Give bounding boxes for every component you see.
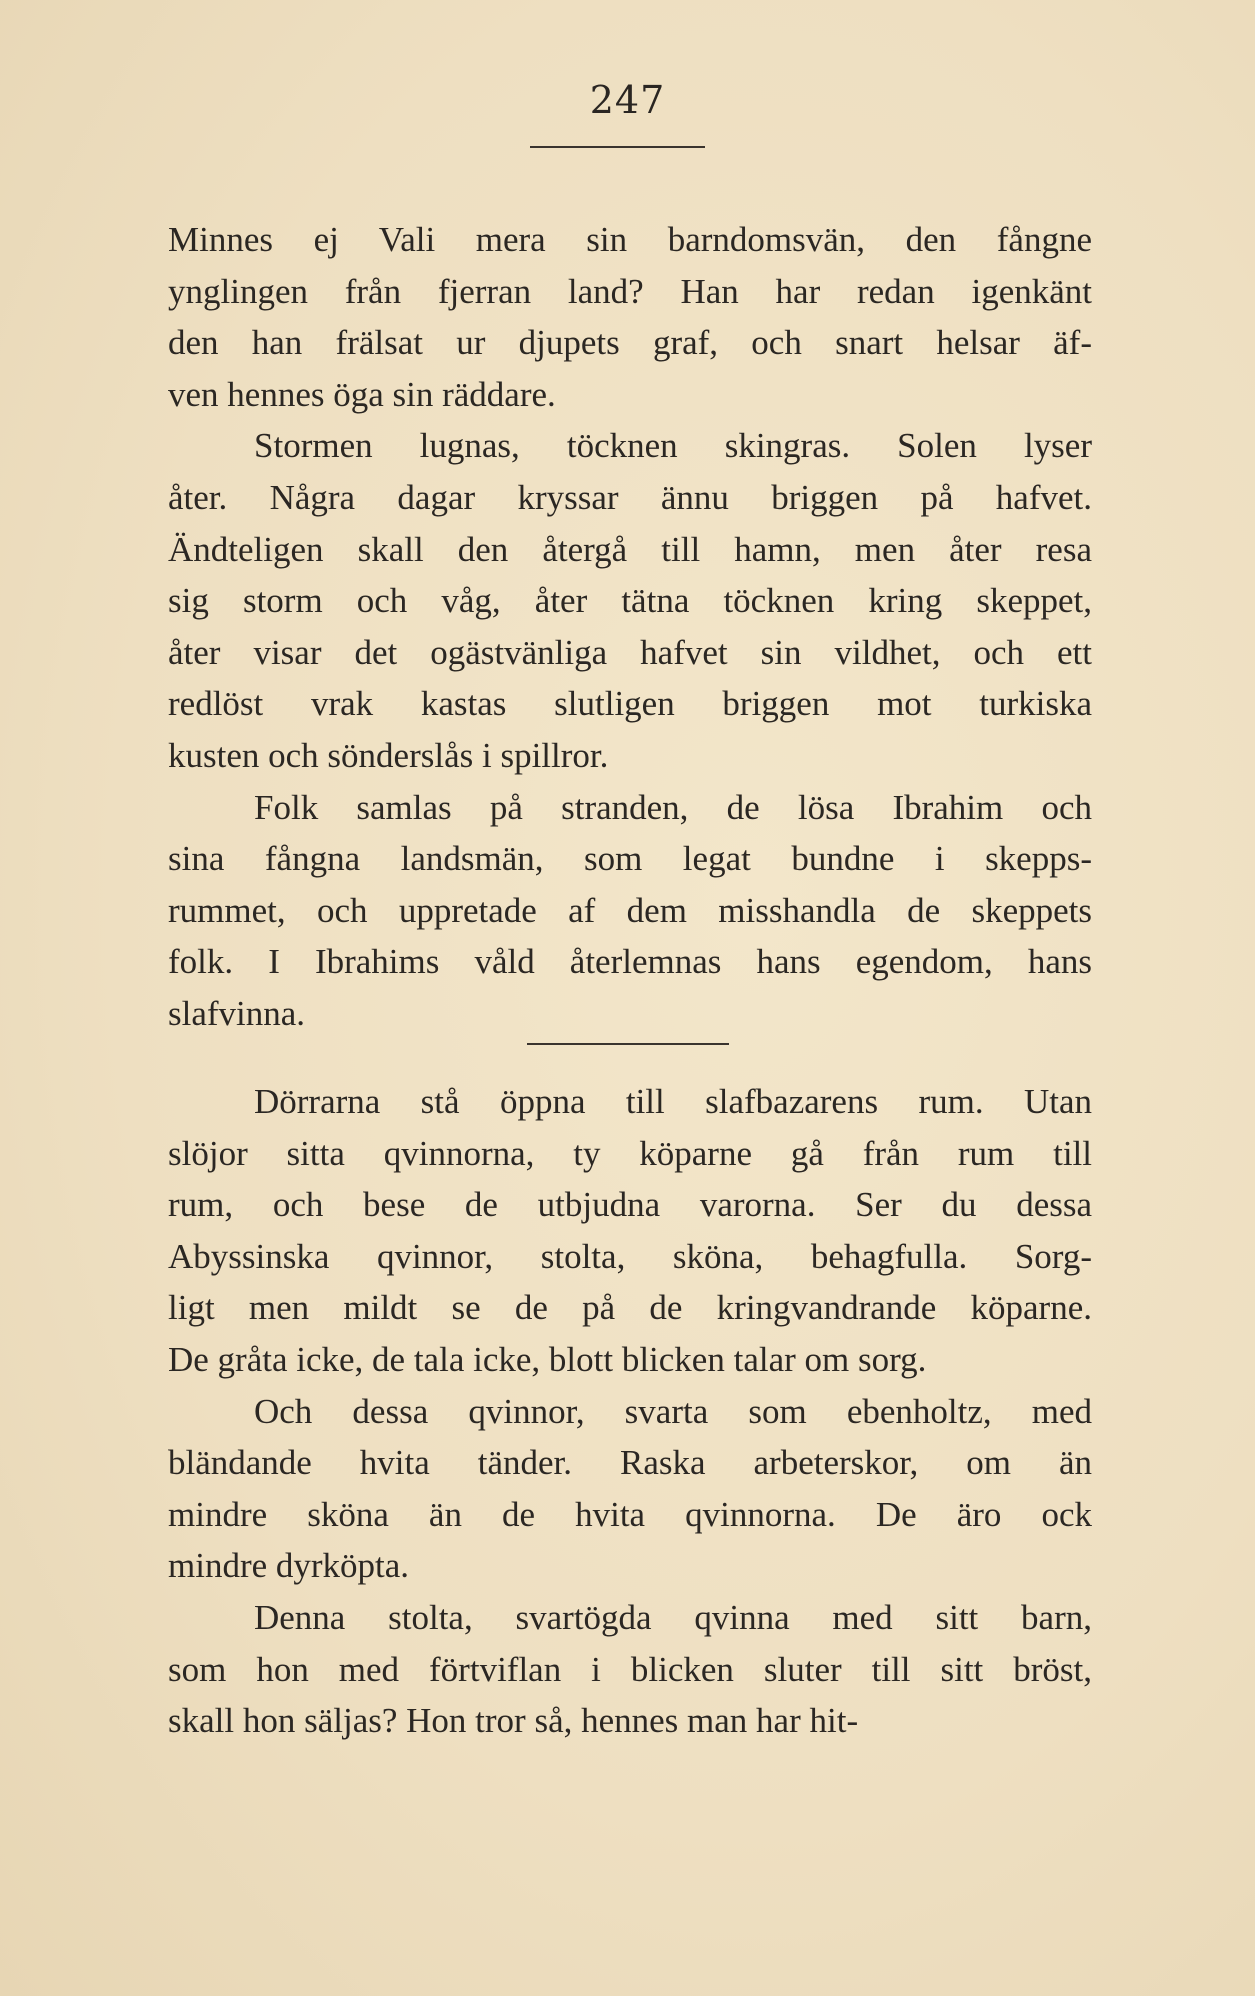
text-line: slafvinna. (168, 993, 306, 1033)
text-line: Dörrarna stå öppna till slafbazarens rum. Utan (254, 1082, 1092, 1121)
text-line: kusten och sönderslås i spillror. (168, 735, 609, 775)
text-line: skall hon säljas? Hon tror så, hennes man har hit- (168, 1701, 859, 1741)
text-line: Och dessa qvinnor, svarta som ebenholtz, med (254, 1391, 1092, 1431)
text-line: som hon med förtviflan i blicken sluter till sitt bröst, (168, 1649, 1092, 1689)
text-section-1 (168, 214, 1092, 1040)
header-rule (530, 146, 705, 148)
text-line: åter. Några dagar kryssar ännu briggen på hafvet. (168, 477, 1092, 517)
text-line: mindre dyrköpta. (168, 1546, 410, 1586)
page-number: 247 (589, 78, 666, 122)
text-line: Folk samlas på stranden, de lösa Ibrahim och (254, 787, 1092, 827)
text-line: rummet, och uppretade af dem misshandla de skeppets (168, 890, 1092, 930)
text-line: mindre sköna än de hvita qvinnorna. De äro ock (168, 1494, 1092, 1534)
text-line: Stormen lugnas, töcknen skingras. Solen lyser (254, 426, 1092, 466)
text-line: Ändteligen skall den återgå till hamn, men åter resa (168, 529, 1092, 569)
text-line: sig storm och våg, åter tätna töcknen kring skeppet, (168, 581, 1092, 621)
text-line: den han frälsat ur djupets graf, och snart helsar äf- (168, 323, 1092, 363)
text-line: rum, och bese de utbjudna varorna. Ser du dessa (168, 1185, 1092, 1225)
text-line: slöjor sitta qvinnorna, ty köparne gå från rum till (168, 1133, 1092, 1173)
text-line: De gråta icke, de tala icke, blott blicken talar om sorg. (168, 1339, 927, 1379)
text-line: ynglingen från fjerran land? Han har redan igenkänt (168, 271, 1092, 311)
text-line: Denna stolta, svartögda qvinna med sitt barn, (254, 1597, 1092, 1637)
text-line: bländande hvita tänder. Raska arbeterskor, om än (168, 1443, 1092, 1483)
text-line: Abyssinska qvinnor, stolta, sköna, behagfulla. Sorg- (168, 1236, 1092, 1276)
section-divider (527, 1043, 729, 1045)
text-line: ligt men mildt se de på de kringvandrande köparne. (168, 1288, 1092, 1328)
text-line: Minnes ej Vali mera sin barndomsvän, den fångne (168, 220, 1092, 259)
text-line: folk. I Ibrahims våld återlemnas hans egendom, hans (168, 942, 1092, 982)
text-line: sina fångna landsmän, som legat bundne i skepps- (168, 839, 1092, 879)
text-line: åter visar det ogästvänliga hafvet sin vildhet, och ett (168, 632, 1092, 672)
text-line: redlöst vrak kastas slutligen briggen mot turkiska (168, 684, 1092, 724)
text-line: ven hennes öga sin räddare. (168, 374, 556, 414)
text-section-2 (168, 1076, 1092, 1747)
